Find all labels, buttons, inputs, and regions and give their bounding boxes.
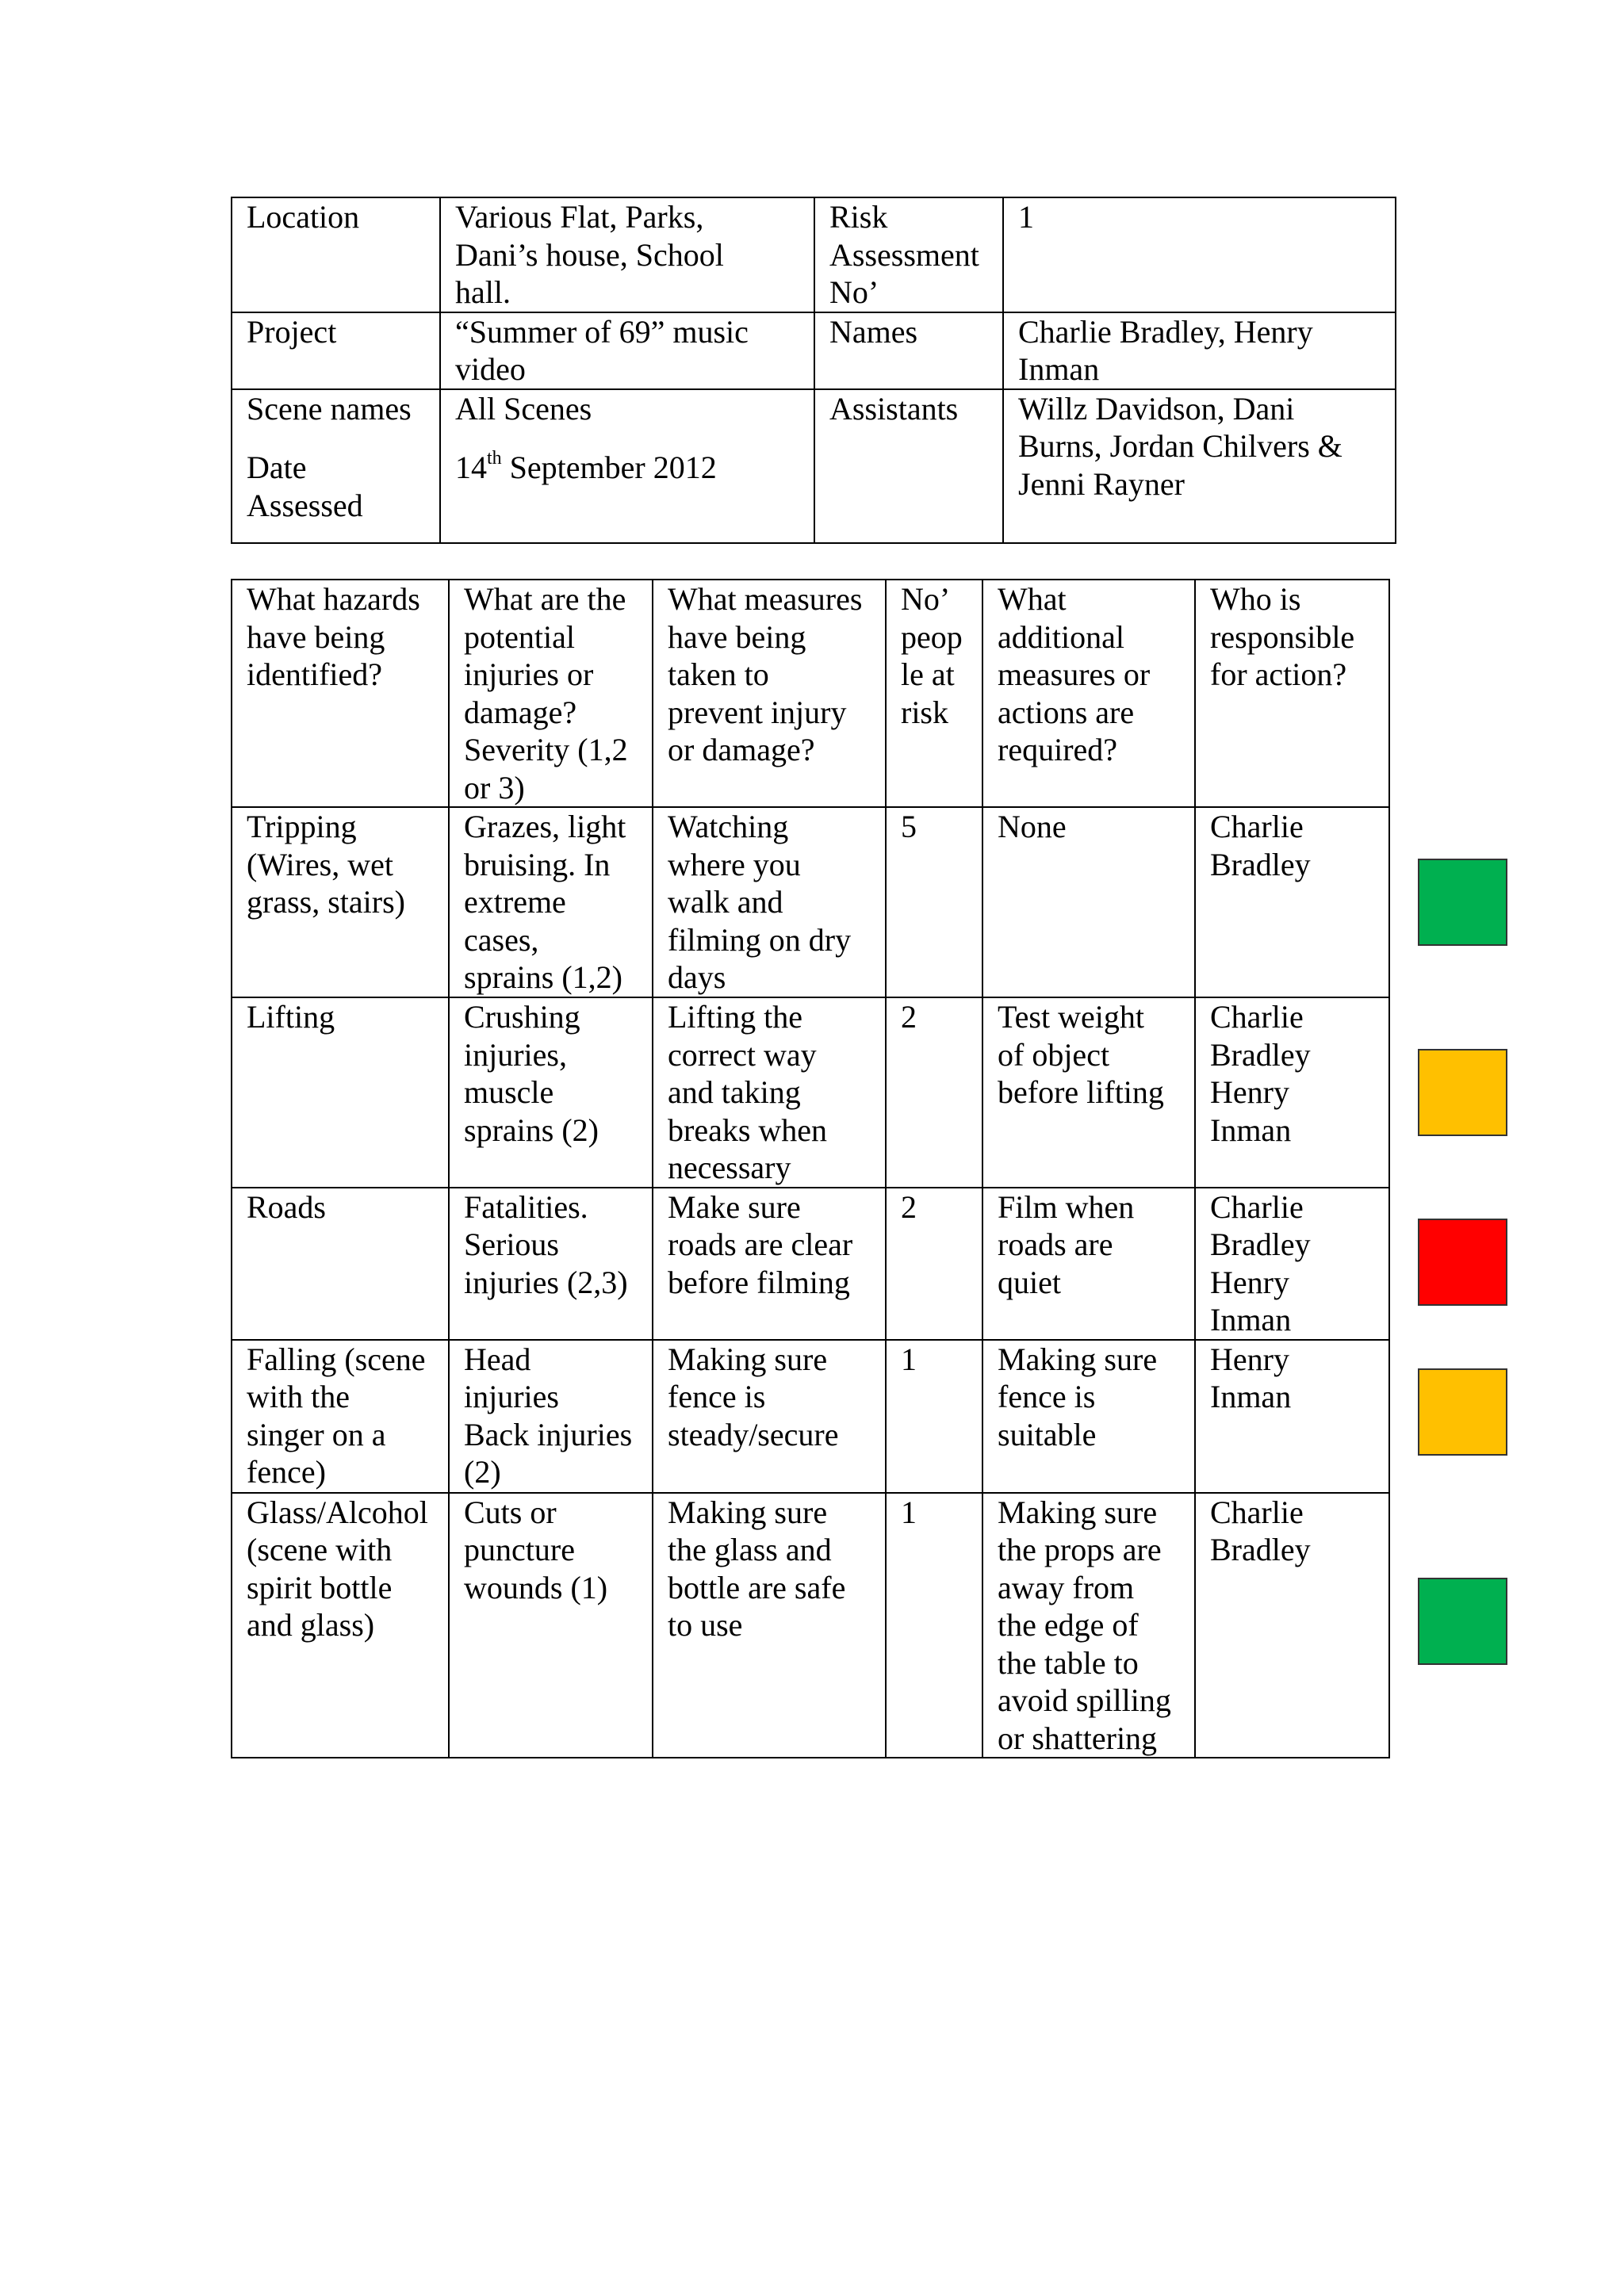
- additional-cell: Making sure the props are away from the edge of the table to avoid spilling or shattering: [982, 1493, 1195, 1758]
- info-row-scene: [232, 389, 1396, 543]
- injuries-cell: Crushing injuries, muscle sprains (2): [449, 997, 653, 1188]
- scene-date-values: [440, 389, 814, 543]
- header-measures: What measures have being taken to prevent injury or damage?: [653, 580, 886, 807]
- hazard-cell: Lifting: [232, 997, 449, 1188]
- table-row: [232, 997, 1389, 1188]
- responsible-cell: Charlie Bradley: [1195, 807, 1389, 997]
- info-row-project: [232, 312, 1396, 389]
- info-row-location: [232, 197, 1396, 312]
- location-label: Location: [232, 197, 440, 312]
- table-row: [232, 1340, 1389, 1493]
- date-assessed-value: 14th September 2012: [455, 447, 717, 485]
- hazard-cell: Falling (scene with the singer on a fence): [232, 1340, 449, 1493]
- responsible-cell: Charlie Bradley: [1195, 1493, 1389, 1758]
- risk-rating-red-square: [1418, 1219, 1507, 1306]
- header-people: No’ peop le at risk: [886, 580, 982, 807]
- project-label: Project: [232, 312, 440, 389]
- table-row: [232, 807, 1389, 997]
- assistants-label: Assistants: [814, 389, 1003, 543]
- table-row: [232, 1493, 1389, 1758]
- table-row: [232, 1188, 1389, 1340]
- risk-rating-amber-square: [1418, 1368, 1507, 1456]
- responsible-cell: Charlie Bradley Henry Inman: [1195, 997, 1389, 1188]
- people-cell: 1: [886, 1340, 982, 1493]
- additional-cell: Film when roads are quiet: [982, 1188, 1195, 1340]
- assistants-value: Willz Davidson, Dani Burns, Jordan Chilvers & Jenni Rayner: [1003, 389, 1396, 543]
- measures-cell: Make sure roads are clear before filming: [653, 1188, 886, 1340]
- risk-rating-green-square: [1418, 859, 1507, 946]
- hazard-table-body: [232, 580, 1389, 1758]
- measures-cell: Watching where you walk and filming on dry days: [653, 807, 886, 997]
- responsible-cell: Henry Inman: [1195, 1340, 1389, 1493]
- people-cell: 2: [886, 1188, 982, 1340]
- injuries-cell: Head injuries Back injuries (2): [449, 1340, 653, 1493]
- project-value: “Summer of 69” music video: [440, 312, 814, 389]
- hazard-table: [231, 579, 1390, 1758]
- hazard-cell: Glass/Alcohol (scene with spirit bottle and glass): [232, 1493, 449, 1758]
- people-cell: 1: [886, 1493, 982, 1758]
- header-hazard: What hazards have being identified?: [232, 580, 449, 807]
- injuries-cell: Grazes, light bruising. In extreme cases, sprains (1,2): [449, 807, 653, 997]
- scene-date-labels: Scene names Date Assessed: [232, 389, 440, 543]
- risk-assessment-info-table: [231, 197, 1396, 544]
- risk-assessment-number-value: 1: [1003, 197, 1396, 312]
- people-cell: 5: [886, 807, 982, 997]
- measures-cell: Lifting the correct way and taking breaks when necessary: [653, 997, 886, 1188]
- hazard-cell: Tripping (Wires, wet grass, stairs): [232, 807, 449, 997]
- injuries-cell: Fatalities. Serious injuries (2,3): [449, 1188, 653, 1340]
- date-assessed-label: Date: [247, 450, 307, 485]
- risk-rating-green-square: [1418, 1578, 1507, 1665]
- additional-cell: None: [982, 807, 1195, 997]
- header-additional: What additional measures or actions are required?: [982, 580, 1195, 807]
- risk-rating-amber-square: [1418, 1049, 1507, 1136]
- scene-names-value: All Scenes: [455, 390, 592, 427]
- header-injuries: What are the potential injuries or damage? Severity (1,2 or 3): [449, 580, 653, 807]
- hazard-cell: Roads: [232, 1188, 449, 1340]
- people-cell: 2: [886, 997, 982, 1188]
- measures-cell: Making sure the glass and bottle are safe to use: [653, 1493, 886, 1758]
- scene-names-label: Scene names: [247, 390, 412, 427]
- location-value: Various Flat, Parks, Dani’s house, School hall.: [440, 197, 814, 312]
- additional-cell: Test weight of object before lifting: [982, 997, 1195, 1188]
- risk-assessment-number-label: Risk Assessment No’: [814, 197, 1003, 312]
- names-value: Charlie Bradley, Henry Inman: [1003, 312, 1396, 389]
- responsible-cell: Charlie Bradley Henry Inman: [1195, 1188, 1389, 1340]
- names-label: Names: [814, 312, 1003, 389]
- injuries-cell: Cuts or puncture wounds (1): [449, 1493, 653, 1758]
- measures-cell: Making sure fence is steady/secure: [653, 1340, 886, 1493]
- additional-cell: Making sure fence is suitable: [982, 1340, 1195, 1493]
- header-responsible: Who is responsible for action?: [1195, 580, 1389, 807]
- hazard-table-header: [232, 580, 1389, 807]
